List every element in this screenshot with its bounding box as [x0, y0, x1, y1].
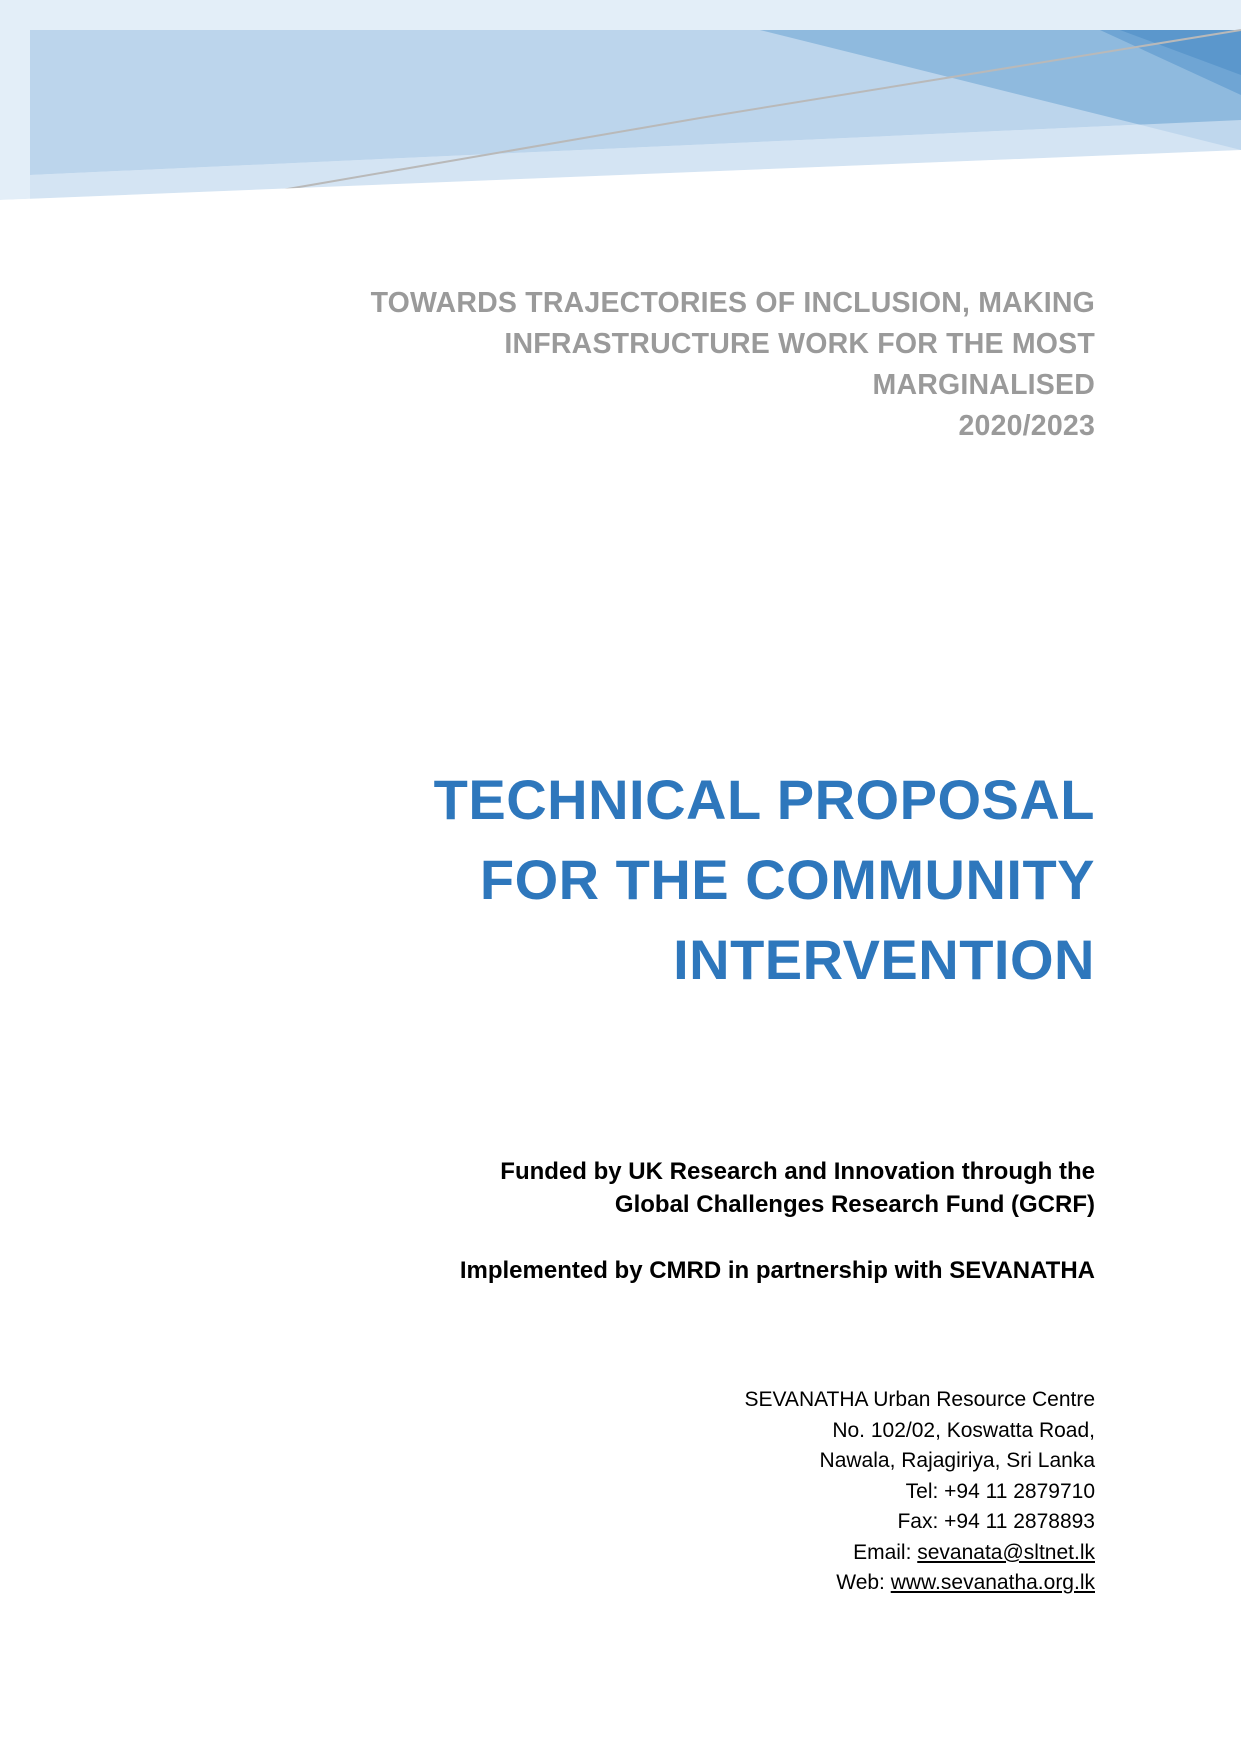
page-title-line-2: FOR THE COMMUNITY: [479, 848, 1095, 911]
contact-email-row: [120, 1538, 1095, 1569]
page-title-line-1: TECHNICAL PROPOSAL: [433, 768, 1095, 831]
contact-telephone: Tel: +94 11 2879710: [905, 1479, 1095, 1503]
implementation-line: Implemented by CMRD in partnership with SEVANATHA: [459, 1257, 1095, 1284]
contact-address-line-1: No. 102/02, Koswatta Road,: [832, 1418, 1095, 1442]
programme-period: 2020/2023: [958, 410, 1095, 442]
contact-email-link[interactable]: sevanata@sltnet.lk: [917, 1540, 1095, 1564]
page-title: [120, 760, 1095, 1000]
funding-line-1: Funded by UK Research and Innovation through the: [500, 1158, 1095, 1185]
programme-title-line-1: TOWARDS TRAJECTORIES OF INCLUSION, MAKING: [370, 287, 1095, 319]
contact-web-label: Web:: [836, 1571, 891, 1594]
contact-details: [120, 1385, 1095, 1599]
funding-statement: [120, 1155, 1095, 1287]
contact-web-link[interactable]: www.sevanatha.org.lk: [890, 1571, 1095, 1594]
header-banner-graphic: [0, 0, 1241, 260]
page-title-line-3: INTERVENTION: [673, 928, 1095, 991]
contact-web-row: [120, 1568, 1095, 1599]
contact-address-line-2: Nawala, Rajagiriya, Sri Lanka: [819, 1449, 1095, 1472]
contact-fax: Fax: +94 11 2878893: [897, 1510, 1095, 1533]
programme-title-line-3: MARGINALISED: [872, 369, 1095, 401]
funding-line-2: Global Challenges Research Fund (GCRF): [614, 1191, 1095, 1218]
programme-title-line-2: INFRASTRUCTURE WORK FOR THE MOST: [504, 328, 1095, 360]
contact-email-label: Email:: [853, 1540, 918, 1564]
funding-spacer: [120, 1221, 1095, 1254]
contact-organisation: SEVANATHA Urban Resource Centre: [744, 1388, 1095, 1411]
programme-title: [120, 283, 1095, 447]
